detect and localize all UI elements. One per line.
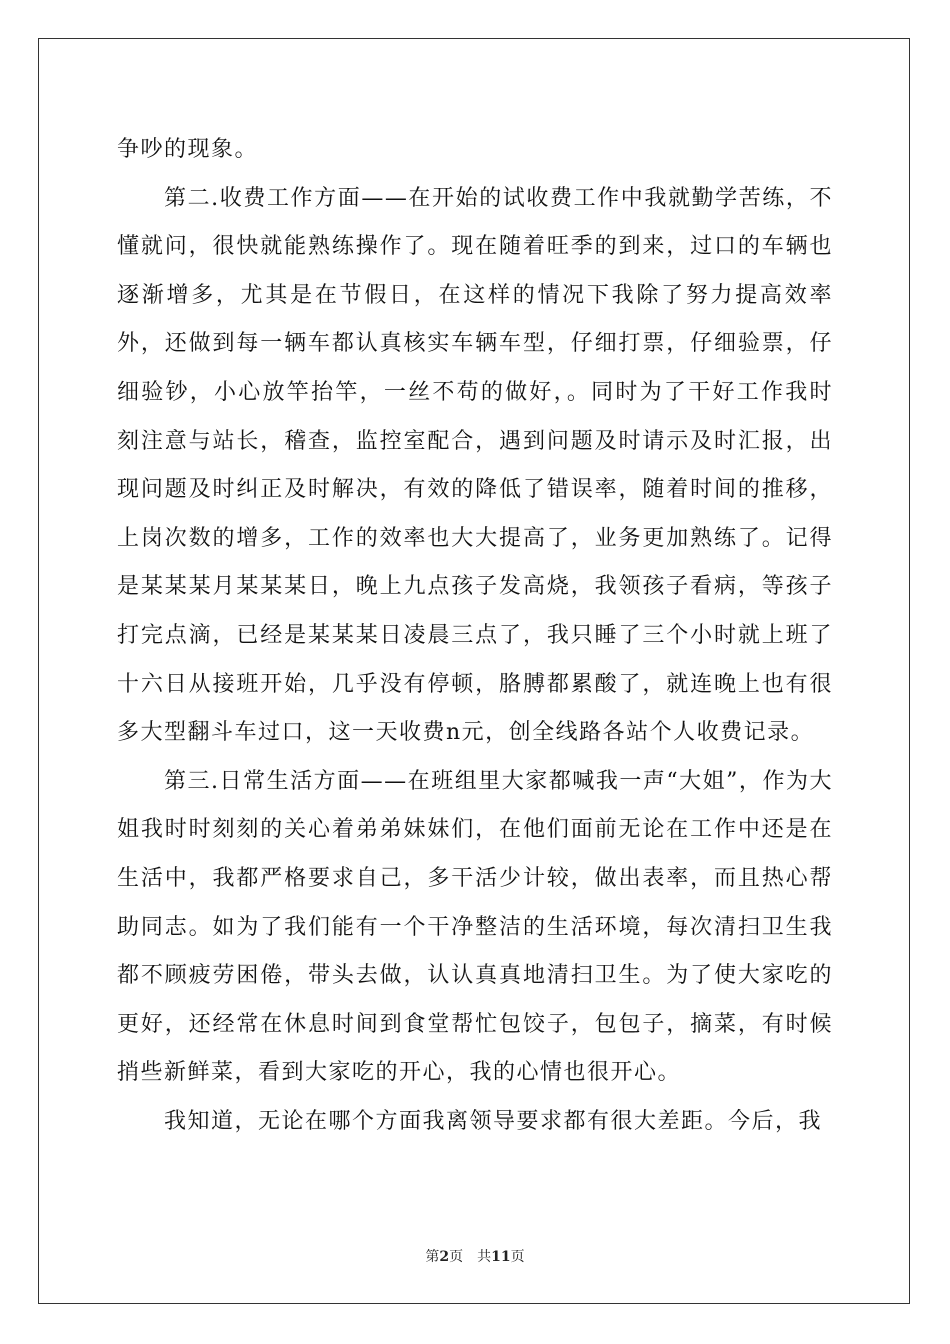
page-prefix: 第 <box>425 1249 440 1265</box>
page-suffix: 页 <box>449 1249 464 1265</box>
current-page-number: 2 <box>439 1249 450 1265</box>
paragraph-toll-work: 第二.收费工作方面——在开始的试收费工作中我就勤学苦练，不懂就问，很快就能熟练操作了。现在随着旺季的到来，过口的车辆也逐渐增多，尤其是在节假日，在这样的情况下我除了努力提高效率外，还做到每一辆车都认真核实车辆车型，仔细打票，仔细验票，仔细验钞，小心放竿抬竿，一丝不苟的做好，。同时为了干好工作我时刻注意与站长，稽查，监控室配合，遇到问题及时请示及时汇报，出现问题及时纠正及时解决，有效的降低了错误率，随着时间的推移，上岗次数的增多，工作的效率也大大提高了，业务更加熟练了。记得是某某某月某某某日，晚上九点孩子发高烧，我领孩子看病，等孩子打完点滴，已经是某某某日凌晨三点了，我只睡了三个小时就上班了十六日从接班开始，几乎没有停顿，胳膊都累酸了，就连晚上也有很多大型翻斗车过口，这一天收费n元，创全线路各站个人收费记录。 <box>117 185 833 746</box>
paragraph-closing: 我知道，无论在哪个方面我离领导要求都有很大差距。今后，我 <box>164 1108 823 1134</box>
document-body <box>117 126 833 1146</box>
paragraph-daily-life: 第三.日常生活方面——在班组里大家都喊我一声“大姐”，作为大姐我时时刻刻的关心着弟弟妹妹们，在他们面前无论在工作中还是在生活中，我都严格要求自己，多干活少计较，做出表率，而且热心帮助同志。如为了我们能有一个干净整洁的生活环境，每次清扫卫生我都不顾疲劳困倦，带头去做，认认真真地清扫卫生。为了使大家吃的更好，还经常在休息时间到食堂帮忙包饺子，包包子，摘菜，有时候捎些新鲜菜，看到大家吃的开心，我的心情也很开心。 <box>117 768 833 1086</box>
paragraph-continuation: 争吵的现象。 <box>117 137 259 162</box>
total-page-count: 11 <box>491 1249 511 1265</box>
total-suffix: 页 <box>510 1249 525 1265</box>
total-prefix: 共 <box>477 1249 492 1265</box>
page-footer <box>0 1248 950 1266</box>
